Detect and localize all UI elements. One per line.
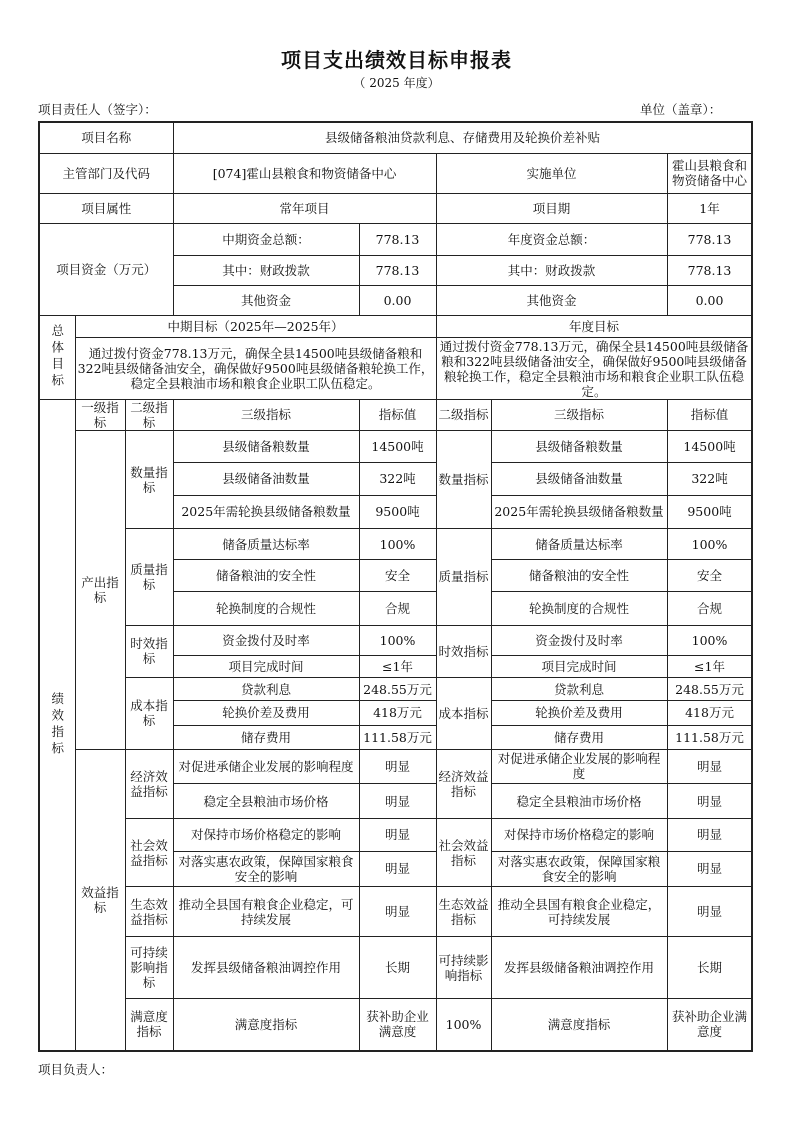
year-other-label: 其他资金 <box>436 285 667 315</box>
quality-indicator-label: 质量指标 <box>125 528 173 625</box>
indicator-name: 资金拨付及时率 <box>173 625 359 655</box>
indicator-name: 对保持市场价格稳定的影响 <box>173 819 359 851</box>
implementing-unit-label: 实施单位 <box>436 153 667 193</box>
year-indicator-name: 储备粮油的安全性 <box>491 560 667 592</box>
mid-other-label: 其他资金 <box>173 285 359 315</box>
year-indicator-value: 248.55万元 <box>667 678 752 701</box>
year-sustainability-label: 可持续影响指标 <box>436 937 491 999</box>
table-row <box>39 886 752 936</box>
implementing-unit-value: 霍山县粮食和物资储备中心 <box>667 153 752 193</box>
indicator-name: 县级储备油数量 <box>173 463 359 495</box>
year-indicator-name: 县级储备粮数量 <box>491 431 667 463</box>
year-indicator-name: 推动全县国有粮食企业稳定，可持续发展 <box>491 886 667 936</box>
timeliness-indicator-label: 时效指标 <box>125 625 173 677</box>
quantity-indicator-label: 数量指标 <box>125 431 173 529</box>
indicator-name: 发挥县级储备粮油调控作用 <box>173 937 359 999</box>
performance-target-table <box>38 121 753 1052</box>
indicator-value: 9500吨 <box>359 495 436 528</box>
indicator-name: 贷款利息 <box>173 678 359 701</box>
project-lead-label: 项目负责人： <box>38 1062 114 1077</box>
mid-fiscal-label: 其中：财政拨款 <box>173 255 359 285</box>
year-indicator-name: 稳定全县粮油市场价格 <box>491 784 667 819</box>
table-row <box>39 625 752 655</box>
indicator-value: 111.58万元 <box>359 725 436 749</box>
year-indicator-name: 轮换制度的合规性 <box>491 592 667 625</box>
department-value: [074]霍山县粮食和物资储备中心 <box>173 153 436 193</box>
satisfaction-level2-label: 满意度指标 <box>173 998 359 1051</box>
year-level3-header: 三级指标 <box>491 399 667 430</box>
table-row <box>39 749 752 783</box>
year-indicator-name: 储备质量达标率 <box>491 528 667 559</box>
table-row <box>39 678 752 701</box>
year-timeliness-indicator-label: 时效指标 <box>436 625 491 677</box>
year-economic-benefit-label: 经济效益指标 <box>436 749 491 819</box>
indicator-value: 合规 <box>359 592 436 625</box>
year-indicator-value: 9500吨 <box>667 495 752 528</box>
table-row <box>39 194 752 224</box>
project-name-value: 县级储备粮油贷款利息、存储费用及轮换价差补贴 <box>173 122 752 153</box>
year-indicator-value: 14500吨 <box>667 431 752 463</box>
project-attribute-value: 常年项目 <box>173 194 436 224</box>
indicator-value: 100% <box>436 998 491 1051</box>
table-row <box>39 316 752 338</box>
year-total-value: 778.13 <box>667 224 752 255</box>
year-indicator-value: 长期 <box>667 937 752 999</box>
responsible-person-label: 项目责任人（签字）： <box>38 102 157 117</box>
indicator-name: 县级储备粮数量 <box>173 431 359 463</box>
year-indicator-value: 111.58万元 <box>667 725 752 749</box>
year-indicator-name: 项目完成时间 <box>491 655 667 677</box>
mid-goal-header: 中期目标（2025年—2025年） <box>75 316 436 338</box>
indicator-name: 储存费用 <box>173 725 359 749</box>
indicator-name: 对落实惠农政策，保障国家粮食安全的影响 <box>173 851 359 886</box>
output-indicator-label: 产出指标 <box>75 431 125 750</box>
project-funds-label: 项目资金（万元） <box>39 224 173 316</box>
indicator-name: 轮换制度的合规性 <box>173 592 359 625</box>
year-indicator-name: 资金拨付及时率 <box>491 625 667 655</box>
indicator-value: 明显 <box>359 749 436 783</box>
year-satisfaction-level2-label: 满意度指标 <box>491 998 667 1051</box>
project-period-label: 项目期 <box>436 194 667 224</box>
year-indicator-value: ≤1年 <box>667 655 752 677</box>
year-indicator-name: 获补助企业满意度 <box>667 998 752 1051</box>
indicator-value: 418万元 <box>359 701 436 725</box>
year-indicator-name: 2025年需轮换县级储备粮数量 <box>491 495 667 528</box>
year-indicator-value: 明显 <box>667 784 752 819</box>
mid-total-label: 中期资金总额： <box>173 224 359 255</box>
year-indicator-value: 合规 <box>667 592 752 625</box>
page-title: 项目支出绩效目标申报表 <box>281 48 512 72</box>
performance-indicators-label: 绩效指标 <box>39 399 75 1051</box>
project-period-value: 1年 <box>667 194 752 224</box>
ecological-benefit-label: 生态效益指标 <box>125 886 173 936</box>
year-indicator-value: 明显 <box>667 749 752 783</box>
year-indicator-value: 100% <box>667 528 752 559</box>
year-quantity-indicator-label: 数量指标 <box>436 431 491 529</box>
year-indicator-value: 明显 <box>667 886 752 936</box>
table-row <box>39 224 752 255</box>
year-ecological-benefit-label: 生态效益指标 <box>436 886 491 936</box>
value-header: 指标值 <box>359 399 436 430</box>
indicator-value: 明显 <box>359 851 436 886</box>
indicator-value: 248.55万元 <box>359 678 436 701</box>
year-indicator-name: 对落实惠农政策，保障国家粮食安全的影响 <box>491 851 667 886</box>
indicator-value: 明显 <box>359 819 436 851</box>
unit-seal-label: 单位（盖章）： <box>640 102 722 117</box>
overall-goal-label: 总体目标 <box>39 316 75 400</box>
table-row <box>39 399 752 430</box>
year-indicator-name: 县级储备油数量 <box>491 463 667 495</box>
mid-other-value: 0.00 <box>359 285 436 315</box>
economic-benefit-label: 经济效益指标 <box>125 749 173 819</box>
project-name-label: 项目名称 <box>39 122 173 153</box>
year-indicator-value: 418万元 <box>667 701 752 725</box>
year-indicator-name: 发挥县级储备粮油调控作用 <box>491 937 667 999</box>
year-indicator-name: 对促进承储企业发展的影响程度 <box>491 749 667 783</box>
table-row <box>39 153 752 193</box>
table-row <box>39 122 752 153</box>
satisfaction-indicator-label: 满意度指标 <box>125 998 173 1051</box>
year-indicator-value: 322吨 <box>667 463 752 495</box>
table-row <box>39 431 752 463</box>
table-row <box>39 338 752 400</box>
mid-total-value: 778.13 <box>359 224 436 255</box>
mid-fiscal-value: 778.13 <box>359 255 436 285</box>
level1-header: 一级指标 <box>75 399 125 430</box>
indicator-value: 14500吨 <box>359 431 436 463</box>
social-benefit-label: 社会效益指标 <box>125 819 173 887</box>
indicator-value: 明显 <box>359 886 436 936</box>
year-goal-header: 年度目标 <box>436 316 752 338</box>
year-goal-text: 通过拨付资金778.13万元，确保全县14500吨县级储备粮和322吨县级储备油安全，确保做好9500吨县级储备粮轮换工作，稳定全县粮油市场和粮食企业职工队伍稳定。 <box>436 338 752 400</box>
indicator-name: 储备质量达标率 <box>173 528 359 559</box>
indicator-value: 100% <box>359 528 436 559</box>
level2-header: 二级指标 <box>125 399 173 430</box>
indicator-value: 安全 <box>359 560 436 592</box>
year-level2-header: 二级指标 <box>436 399 491 430</box>
mid-goal-text: 通过拨付资金778.13万元，确保全县14500吨县级储备粮和322吨县级储备油安全，确保做好9500吨县级储备粮轮换工作，稳定全县粮油市场和粮食企业职工队伍稳定。 <box>75 338 436 400</box>
table-row <box>39 528 752 559</box>
year-quality-indicator-label: 质量指标 <box>436 528 491 625</box>
indicator-name: 2025年需轮换县级储备粮数量 <box>173 495 359 528</box>
level3-header: 三级指标 <box>173 399 359 430</box>
year-total-label: 年度资金总额： <box>436 224 667 255</box>
table-row <box>39 819 752 851</box>
cost-indicator-label: 成本指标 <box>125 678 173 750</box>
table-row <box>39 998 752 1051</box>
year-indicator-name: 贷款利息 <box>491 678 667 701</box>
indicator-name: 获补助企业满意度 <box>359 998 436 1051</box>
indicator-name: 稳定全县粮油市场价格 <box>173 784 359 819</box>
indicator-value: ≤1年 <box>359 655 436 677</box>
department-label: 主管部门及代码 <box>39 153 173 193</box>
sustainability-label: 可持续影响指标 <box>125 937 173 999</box>
year-indicator-name: 储存费用 <box>491 725 667 749</box>
table-row <box>39 937 752 999</box>
year-other-value: 0.00 <box>667 285 752 315</box>
project-attribute-label: 项目属性 <box>39 194 173 224</box>
indicator-value: 322吨 <box>359 463 436 495</box>
year-indicator-name: 轮换价差及费用 <box>491 701 667 725</box>
year-value-header: 指标值 <box>667 399 752 430</box>
indicator-value: 长期 <box>359 937 436 999</box>
indicator-value: 明显 <box>359 784 436 819</box>
year-subtitle: （ 2025 年度） <box>353 76 440 90</box>
year-indicator-value: 安全 <box>667 560 752 592</box>
indicator-name: 项目完成时间 <box>173 655 359 677</box>
indicator-name: 对促进承储企业发展的影响程度 <box>173 749 359 783</box>
year-social-benefit-label: 社会效益指标 <box>436 819 491 887</box>
benefit-indicator-label: 效益指标 <box>75 749 125 1051</box>
year-indicator-value: 100% <box>667 625 752 655</box>
indicator-name: 推动全县国有粮食企业稳定，可持续发展 <box>173 886 359 936</box>
indicator-name: 轮换价差及费用 <box>173 701 359 725</box>
year-fiscal-value: 778.13 <box>667 255 752 285</box>
year-indicator-value: 明显 <box>667 819 752 851</box>
year-cost-indicator-label: 成本指标 <box>436 678 491 750</box>
year-indicator-value: 明显 <box>667 851 752 886</box>
year-fiscal-label: 其中：财政拨款 <box>436 255 667 285</box>
year-indicator-name: 对保持市场价格稳定的影响 <box>491 819 667 851</box>
indicator-name: 储备粮油的安全性 <box>173 560 359 592</box>
indicator-value: 100% <box>359 625 436 655</box>
